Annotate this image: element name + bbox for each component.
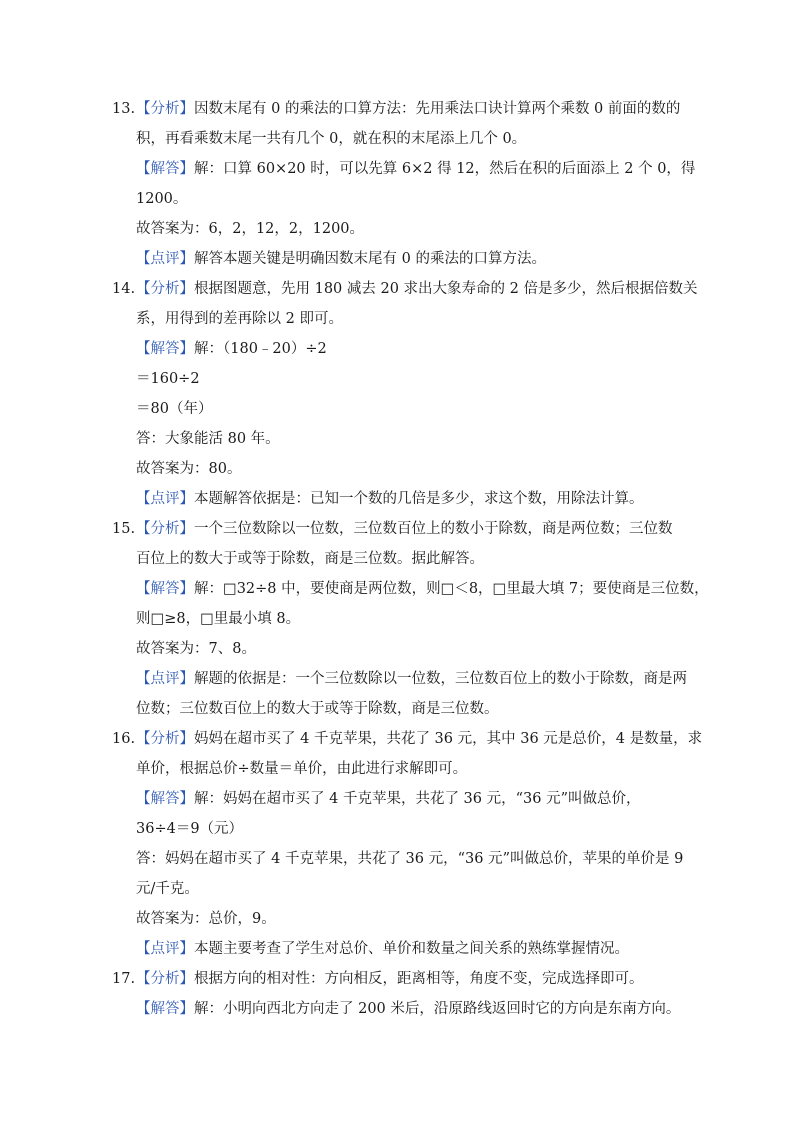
answer-line [112,154,696,184]
analysis-line [112,754,687,784]
answer-text: 解：□32÷8 中，要使商是两位数，则□＜8，□里最大填 7；要使商是三位数， [194,581,709,597]
analysis-line [112,724,703,754]
answer-tag: 【解答】 [136,161,194,177]
result-line: 故答案为：80。 [136,461,242,477]
review-line [112,664,687,694]
question-16 [112,724,703,964]
review-line [112,244,687,274]
review-tag: 【点评】 [136,251,194,267]
analysis-text: 一个三位数除以一位数，三位数百位上的数小于除数，商是两位数；三位数 [194,521,673,537]
review-line [112,484,687,514]
answer-tag: 【解答】 [136,341,194,357]
question-15 [112,514,709,724]
analysis-tag: 【分析】 [136,731,194,747]
question-17 [112,964,687,1024]
answer-line: ＝160÷2 [136,371,200,387]
analysis-text: 根据方向的相对性：方向相反，距离相等，角度不变，完成选择即可。 [194,971,644,987]
answer-text: 解：小明向西北方向走了 200 米后，沿原路线返回时它的方向是东南方向。 [194,1001,681,1017]
analysis-tag: 【分析】 [136,971,194,987]
question-number: 17. [112,971,136,987]
question-number: 13. [112,101,136,117]
answer-text: 解：口算 60×20 时，可以先算 6×2 得 12，然后在积的后面添上 2 个 0，得 [194,161,696,177]
analysis-line [112,94,687,124]
answer-line: 则□≥8，□里最小填 8。 [136,611,301,627]
answer-line [112,994,687,1024]
answer-line [112,184,687,214]
analysis-text: 因数末尾有 0 的乘法的口算方法：先用乘法口诀计算两个乘数 0 前面的数的 [194,101,681,117]
review-tag: 【点评】 [136,491,194,507]
analysis-tag: 【分析】 [136,101,194,117]
result-line: 故答案为：6，2，12，2，1200。 [136,221,365,237]
answer-line [112,334,687,364]
answer-line: 36÷4＝9（元） [136,821,244,837]
review-tag: 【点评】 [136,671,194,687]
analysis-text: 妈妈在超市买了 4 千克苹果，共花了 36 元，其中 36 元是总价，4 是数量，求 [194,731,703,747]
analysis-text: 积，再看乘数末尾一共有几个 0，就在积的末尾添上几个 0。 [136,131,527,147]
analysis-text: 系，用得到的差再除以 2 即可。 [136,311,343,327]
analysis-line [112,514,687,544]
answer-tag: 【解答】 [136,581,194,597]
review-tag: 【点评】 [136,941,194,957]
analysis-text: 单价，根据总价÷数量＝单价，由此进行求解即可。 [136,761,468,777]
answer-text: 解：妈妈在超市买了 4 千克苹果，共花了 36 元，“36 元”叫做总价， [194,791,641,807]
analysis-line [112,544,687,574]
answer-text: 1200。 [136,191,188,207]
review-line [112,934,687,964]
answer-line [112,784,687,814]
question-14 [112,274,698,514]
answer-line: 答：妈妈在超市买了 4 千克苹果，共花了 36 元，“36 元”叫做总价，苹果的单价是 9 [136,851,684,867]
answer-line: ＝80（年） [136,401,213,417]
review-text: 本题主要考查了学生对总价、单价和数量之间关系的熟练掌握情况。 [194,941,629,957]
analysis-text: 百位上的数大于或等于除数，商是三位数。据此解答。 [136,551,484,567]
result-line: 故答案为：7、8。 [136,641,256,657]
question-number: 15. [112,521,136,537]
analysis-text: 根据图题意，先用 180 减去 20 求出大象寿命的 2 倍是多少，然后根据倍数关 [194,281,698,297]
answer-text: 解：（180﹣20）÷2 [194,341,327,357]
review-text: 本题解答依据是：已知一个数的几倍是多少，求这个数，用除法计算。 [194,491,644,507]
analysis-line [112,274,698,304]
question-number: 14. [112,281,136,297]
review-line: 位数；三位数百位上的数大于或等于除数，商是三位数。 [136,701,499,717]
question-number: 16. [112,731,136,747]
answer-content [112,94,709,1024]
answer-line [112,574,709,604]
question-13 [112,94,696,274]
analysis-tag: 【分析】 [136,281,194,297]
analysis-line [112,304,687,334]
result-line: 故答案为：总价，9。 [136,911,276,927]
answer-line: 元/千克。 [136,881,199,897]
review-text: 解答本题关键是明确因数末尾有 0 的乘法的口算方法。 [194,251,546,267]
answer-tag: 【解答】 [136,1001,194,1017]
answer-line: 答：大象能活 80 年。 [136,431,280,447]
review-text: 解题的依据是：一个三位数除以一位数，三位数百位上的数小于除数，商是两 [194,671,687,687]
answer-tag: 【解答】 [136,791,194,807]
analysis-tag: 【分析】 [136,521,194,537]
analysis-line [112,124,687,154]
analysis-line [112,964,687,994]
